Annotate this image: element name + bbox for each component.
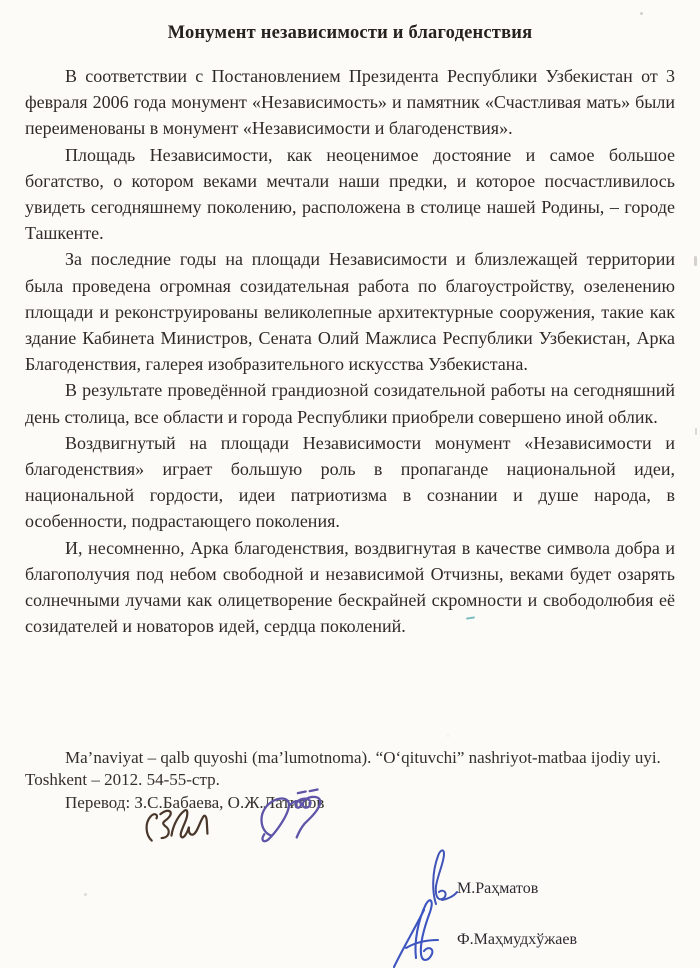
signature-mahmudhujaev	[390, 896, 466, 968]
scan-speck	[640, 12, 643, 15]
signatory-name-2: Ф.Маҳмудхўжаев	[457, 931, 578, 948]
paragraph-3: За последние годы на площади Независимости и близлежащей территории была проведена огромная созидательная работа по благоустройству, озеленению площади и реконструированы великолепные архитектурные сооружения, такие как здание Кабинета Министров, Сената Олий Мажлиса Республики Узбекистан, Арка Благоденствия, галерея изобразительного искусства Узбекистана.	[25, 249, 675, 375]
paragraph-2: Площадь Независимости, как неоценимое достояние и самое большое богатство, о котором веками мечтали наши предки, и которое посчастливилось увидеть сегодняшнему поколению, расположена в столице нашей Родины, – городе Ташкенте.	[25, 144, 675, 244]
translators-line: Перевод: З.С.Бабаева, О.Ж.Латипов	[65, 792, 325, 812]
scan-speck	[694, 256, 697, 266]
citation-publisher-line: Toshkent – 2012. 54-55-стр.	[25, 770, 220, 790]
signatory-name-1: М.Раҳматов	[457, 880, 539, 897]
paragraph-4: В результате проведённой грандиозной созидательной работы на сегодняшний день столица, все области и города Республики приобрели совершено иной облик.	[25, 380, 675, 427]
scan-speck	[695, 428, 697, 435]
paragraph-1: В соответствии с Постановлением Президента Республики Узбекистан от 3 февраля 2006 года монумент «Независимость» и памятник «Счастливая мать» были переименованы в монумент «Независимости и благоденствия».	[25, 66, 675, 139]
scan-speck	[84, 893, 87, 896]
paragraph-6: И, несомненно, Арка благоденствия, воздвигнутая в качестве символа добра и благополучия под небом свободной и независимой Отчизны, веками будет озарять солнечными лучами как олицетворение бескрайней скромности и свободолюбия её созидателей и новаторов идей, сердца поколений.	[25, 537, 675, 637]
signature-rahmatov	[414, 846, 460, 908]
document-title: Монумент независимости и благоденствия	[167, 23, 533, 43]
citation-source-line: Ma’naviyat – qalb quyoshi (ma’lumotnoma). “O‘qituvchi” nashriyot-matbaa ijodiy uyi.	[65, 748, 661, 767]
scan-speck	[530, 152, 532, 154]
paragraph-5: Воздвигнутый на площади Независимости монумент «Независимости и благоденствия» играет большую роль в пропаганде национальной идеи, национальной гордости, идеи патриотизма в сознании и душе народа, в особенности, подрастающего поколения.	[25, 432, 675, 532]
citation-block	[25, 747, 677, 814]
